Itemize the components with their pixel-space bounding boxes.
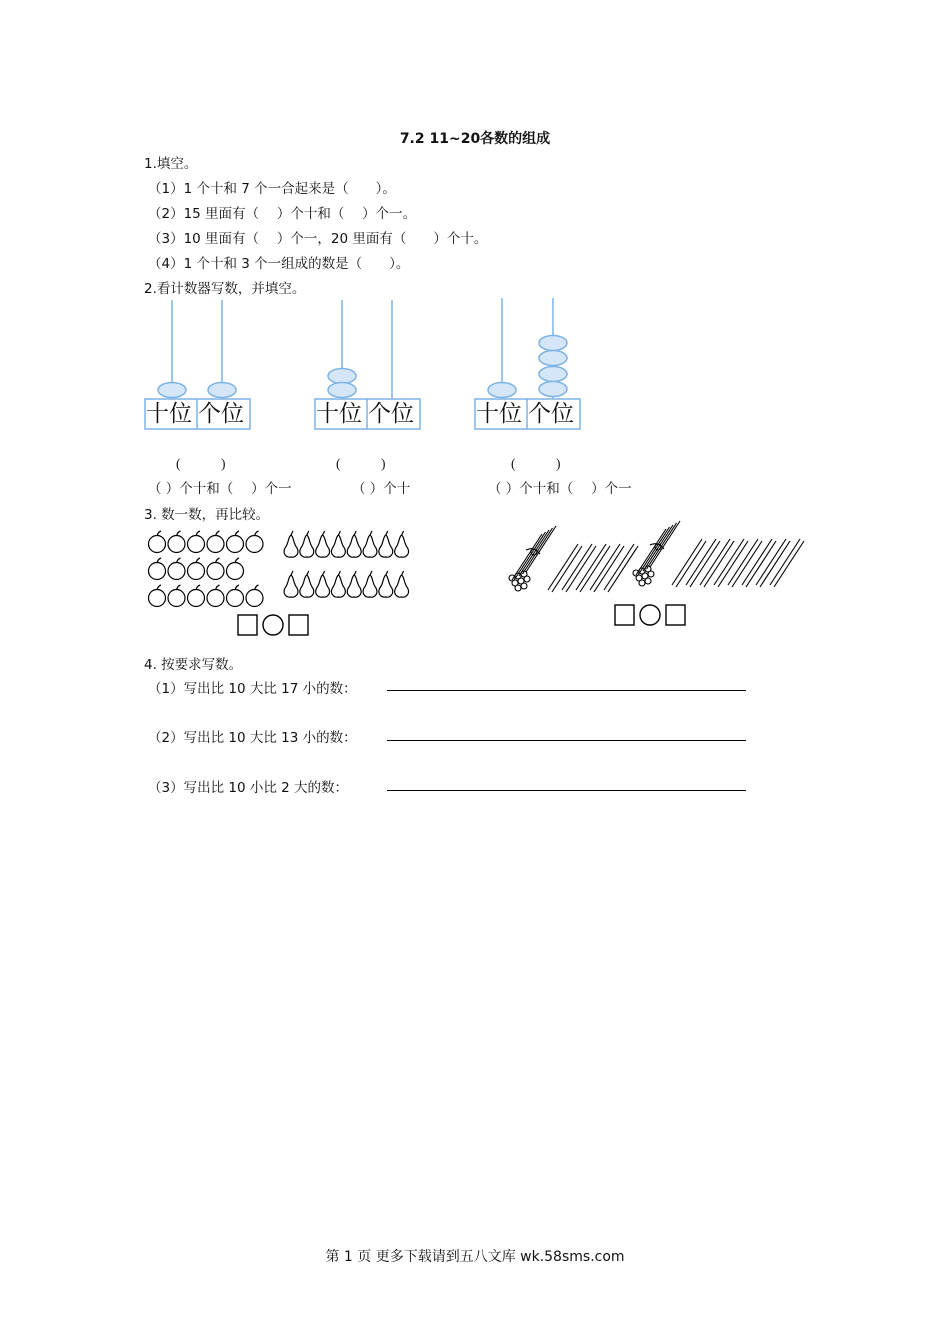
q1-item-1: （1）1 个十和 7 个一合起来是（ ）。 bbox=[148, 181, 396, 197]
q3-heading: 3. 数一数，再比较。 bbox=[144, 507, 270, 523]
q1-item-2: （2）15 里面有（ ）个十和（ ）个一。 bbox=[148, 206, 417, 222]
page-footer: 第 1 页 更多下载请到五八文库 wk.58sms.com bbox=[325, 1249, 625, 1265]
abacus-1-ones-label: 个位 bbox=[198, 401, 244, 427]
abacus-2-answer: ( ) bbox=[336, 456, 386, 471]
abacus-3-ones-label: 个位 bbox=[528, 401, 574, 427]
abacus-2-tens-label: 十位 bbox=[316, 401, 362, 427]
q4-item-2: （2）写出比 10 大比 13 小的数： bbox=[148, 730, 357, 746]
q2-heading: 2.看计数器写数，并填空。 bbox=[144, 281, 306, 297]
page-title: 7.2 11~20各数的组成 bbox=[399, 131, 551, 147]
sticks-group-1 bbox=[509, 526, 638, 592]
q4-heading: 4. 按要求写数。 bbox=[144, 657, 243, 673]
sticks-picture bbox=[0, 0, 950, 650]
sticks-group-2 bbox=[633, 521, 804, 587]
q1-item-4: （4）1 个十和 3 个一组成的数是（ ）。 bbox=[148, 256, 410, 272]
abacus-3-tens-label: 十位 bbox=[476, 401, 522, 427]
abacus-1-tens-label: 十位 bbox=[146, 401, 192, 427]
q4-item-1: （1）写出比 10 大比 17 小的数： bbox=[148, 681, 357, 697]
abacus-2-fill: （ ）个十 bbox=[352, 481, 411, 497]
q4-answer-line-1[interactable] bbox=[387, 690, 746, 691]
q1-item-3: （3）10 里面有（ ）个一，20 里面有（ ）个十。 bbox=[148, 231, 488, 247]
abacus-1-answer: ( ) bbox=[176, 456, 226, 471]
abacus-3-answer: ( ) bbox=[511, 456, 561, 471]
abacus-1-fill: （ ）个十和（ ）个一 bbox=[148, 481, 292, 497]
abacus-2-ones-label: 个位 bbox=[368, 401, 414, 427]
q4-item-3: （3）写出比 10 小比 2 大的数： bbox=[148, 780, 349, 796]
q4-answer-line-3[interactable] bbox=[387, 790, 746, 791]
q4-answer-line-2[interactable] bbox=[387, 740, 746, 741]
abacus-3-fill: （ ）个十和（ ）个一 bbox=[488, 481, 632, 497]
q1-heading: 1.填空。 bbox=[144, 156, 198, 172]
